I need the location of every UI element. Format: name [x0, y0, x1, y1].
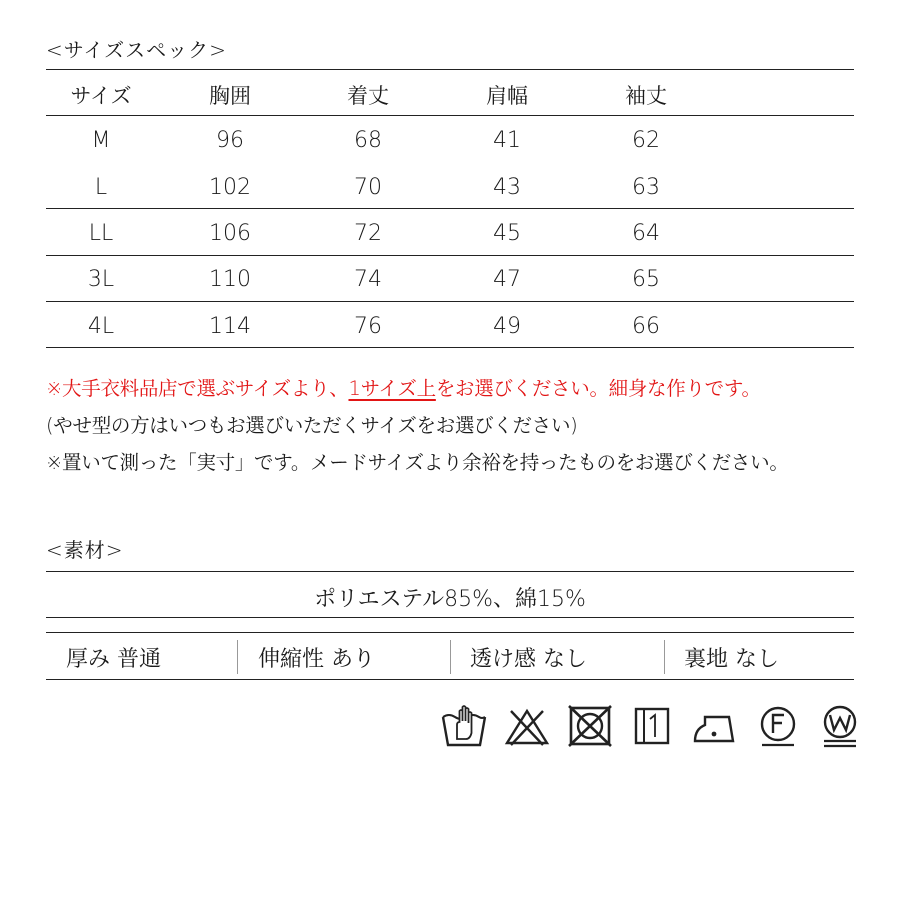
- cell-length: 68: [354, 128, 382, 153]
- properties-bottom-rule: [46, 679, 854, 680]
- cell-sleeve: 64: [632, 221, 660, 246]
- cell-chest: 110: [209, 267, 251, 292]
- row-rule: [46, 208, 854, 209]
- property-divider: [237, 640, 238, 674]
- row-rule: [46, 255, 854, 256]
- cell-length: 72: [354, 221, 382, 246]
- cell-chest: 102: [209, 175, 251, 200]
- property-divider: [664, 640, 665, 674]
- property-sheerness: 透け感 なし: [470, 647, 587, 672]
- header-length: 着丈: [347, 84, 389, 108]
- no-tumble-dry-icon: [566, 703, 614, 749]
- cell-length: 76: [354, 314, 382, 339]
- cell-sleeve: 63: [632, 175, 660, 200]
- cell-length: 74: [354, 267, 382, 292]
- line-dry-icon: [630, 703, 674, 749]
- dry-clean-f-icon: [755, 703, 801, 749]
- property-thickness: 厚み 普通: [66, 647, 161, 672]
- size-spec-title: <サイズスペック>: [46, 38, 227, 62]
- fit-note: [46, 373, 761, 401]
- material-top-rule: [46, 571, 854, 572]
- material-mid-rule: [46, 617, 854, 618]
- cell-chest: 96: [216, 128, 244, 153]
- table-bottom-rule: [46, 347, 854, 348]
- cell-size: LL: [88, 221, 114, 246]
- material-title: <素材>: [46, 538, 124, 562]
- cell-shoulder: 41: [493, 128, 521, 153]
- cell-size: M: [91, 128, 111, 153]
- cell-shoulder: 49: [493, 314, 521, 339]
- cell-chest: 106: [209, 221, 251, 246]
- property-divider: [450, 640, 451, 674]
- cell-sleeve: 62: [632, 128, 660, 153]
- cell-shoulder: 47: [493, 267, 521, 292]
- fit-note-emphasis: 1サイズ上: [348, 377, 436, 400]
- cell-shoulder: 43: [493, 175, 521, 200]
- slim-note: (やせ型の方はいつもお選びいただくサイズをお選びください): [46, 414, 578, 437]
- properties-top-rule: [46, 632, 854, 633]
- hand-wash-icon: [440, 703, 488, 749]
- cell-size: 4L: [87, 314, 115, 339]
- header-shoulder: 肩幅: [486, 84, 528, 108]
- iron-low-icon: [691, 703, 739, 749]
- fit-note-suffix: をお選びください。細身な作りです。: [435, 377, 761, 400]
- cell-size: 3L: [87, 267, 115, 292]
- row-rule: [46, 301, 854, 302]
- header-chest: 胸囲: [209, 84, 251, 108]
- property-lining: 裏地 なし: [684, 647, 779, 672]
- material-composition: ポリエステル85%、綿15%: [314, 587, 586, 612]
- header-size: サイズ: [70, 84, 132, 108]
- cell-sleeve: 66: [632, 314, 660, 339]
- cell-shoulder: 45: [493, 221, 521, 246]
- measure-note: ※置いて測った「実寸」です。メードサイズより余裕を持ったものをお選びください。: [46, 451, 789, 474]
- header-sleeve: 袖丈: [625, 84, 667, 108]
- no-bleach-icon: [503, 703, 551, 749]
- table-top-rule: [46, 69, 854, 70]
- cell-chest: 114: [209, 314, 251, 339]
- header-rule: [46, 115, 854, 116]
- wet-clean-w-icon: [818, 703, 862, 749]
- property-stretch: 伸縮性 あり: [258, 647, 375, 672]
- cell-sleeve: 65: [632, 267, 660, 292]
- cell-size: L: [94, 175, 108, 200]
- cell-length: 70: [354, 175, 382, 200]
- fit-note-prefix: ※大手衣料品店で選ぶサイズより、: [46, 377, 349, 400]
